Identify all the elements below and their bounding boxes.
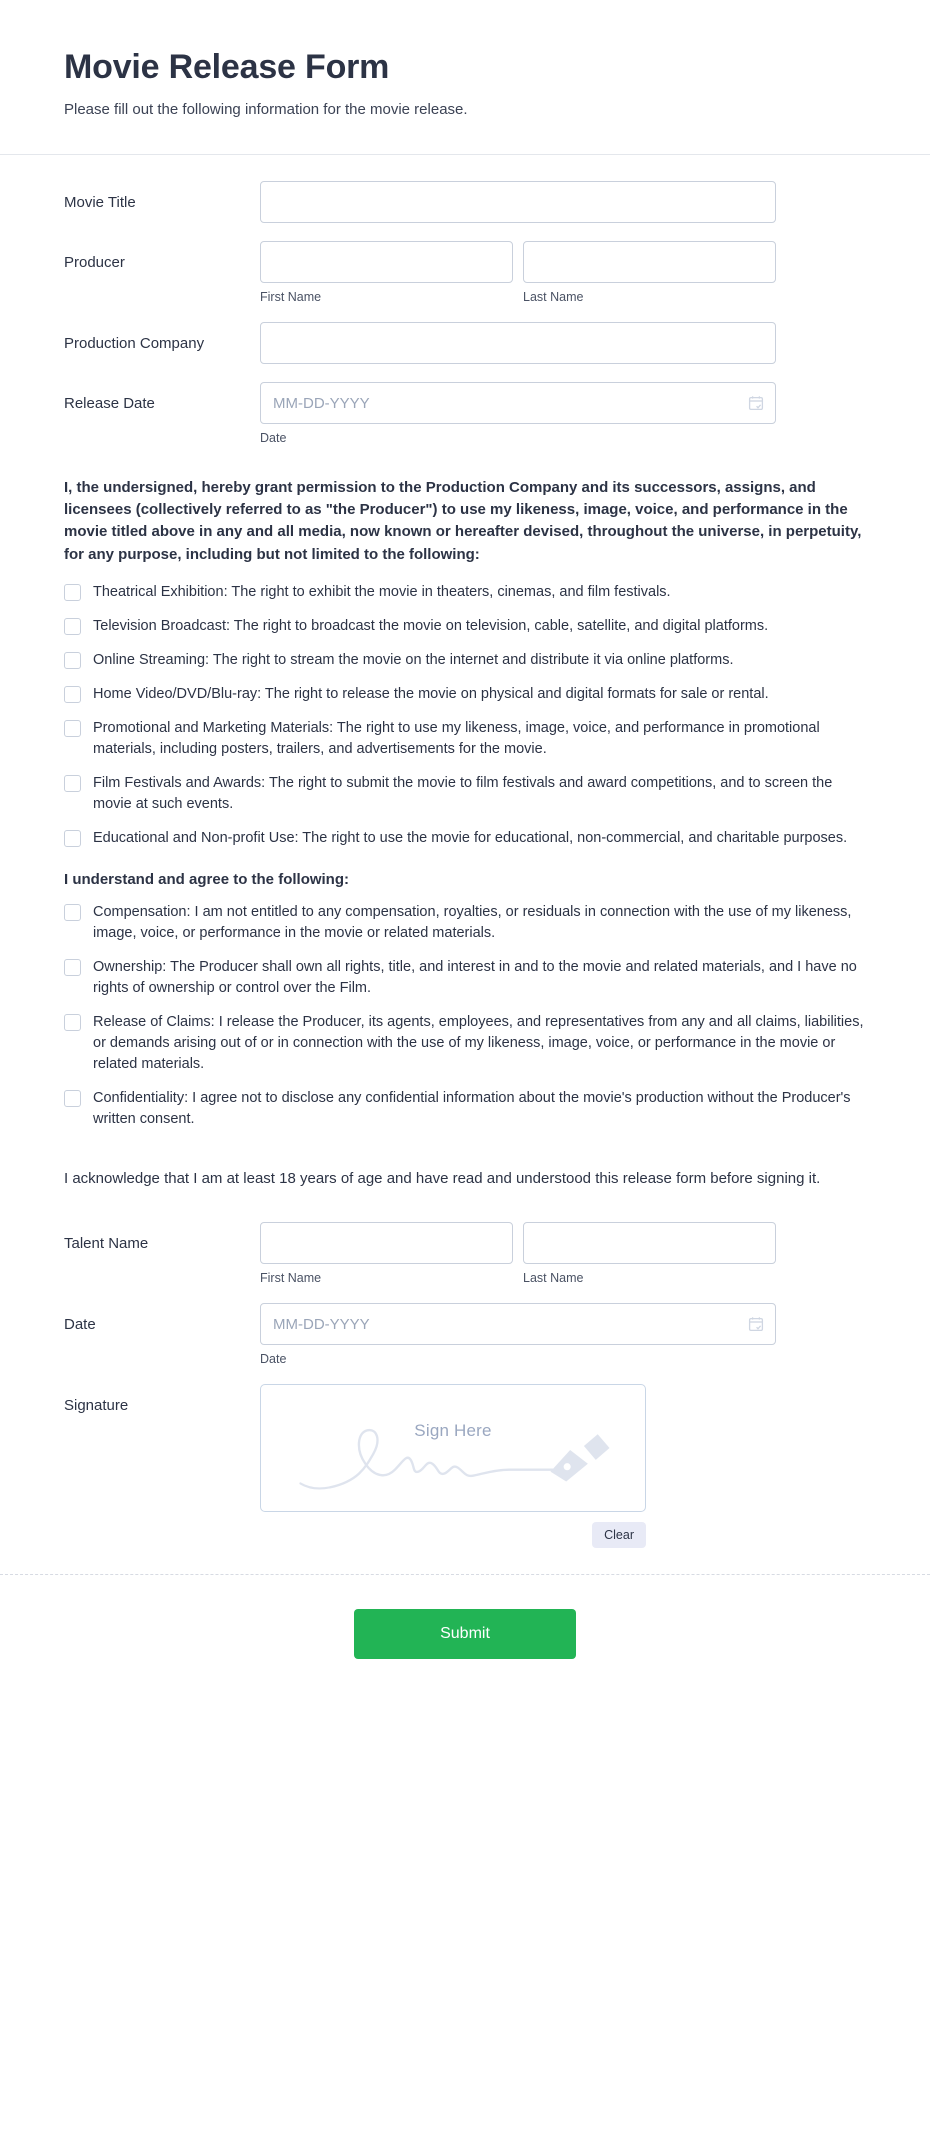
signature-date-label: Date	[64, 1316, 96, 1334]
field-row-production-company	[64, 322, 866, 364]
checkbox-educational-nonprofit[interactable]	[64, 830, 81, 847]
primary-fields-section	[0, 155, 930, 445]
field-row-signature-date	[64, 1303, 866, 1366]
list-item	[64, 582, 866, 603]
list-item-label: Online Streaming: The right to stream the movie on the internet and distribute it via online platforms.	[93, 651, 734, 668]
form-footer	[0, 1575, 930, 1703]
talent-first-name-sublabel: First Name	[260, 1271, 322, 1286]
signature-date-input[interactable]	[260, 1303, 776, 1345]
production-company-input[interactable]	[260, 322, 776, 364]
list-item	[64, 718, 866, 760]
checkbox-online-streaming[interactable]	[64, 652, 81, 669]
list-item-label: Confidentiality: I agree not to disclose any confidential information about the movie's production without the Producer's written consent.	[93, 1090, 851, 1128]
list-item	[64, 616, 866, 637]
checkbox-home-video[interactable]	[64, 686, 81, 703]
checkbox-compensation[interactable]	[64, 904, 81, 921]
producer-last-name-sublabel: Last Name	[523, 290, 584, 304]
agreements-checkbox-list	[64, 902, 866, 1130]
signature-placeholder-icon	[261, 1385, 645, 1511]
list-item-label: Educational and Non-profit Use: The right to use the movie for educational, non-commercial, and charitable purposes.	[93, 829, 848, 846]
list-item-label: Promotional and Marketing Materials: The right to use my likeness, image, voice, and performance in promotional materials, including posters, trailers, and advertisements for the movie.	[93, 719, 820, 757]
field-row-release-date	[64, 382, 866, 445]
list-item-label: Theatrical Exhibition: The right to exhibit the movie in theaters, cinemas, and film festivals.	[93, 583, 671, 600]
list-item	[64, 1088, 866, 1130]
talent-last-name-group	[523, 1222, 776, 1285]
form-header	[0, 0, 930, 154]
checkbox-promotional-marketing[interactable]	[64, 720, 81, 737]
producer-last-name-group	[523, 241, 776, 304]
acknowledgement-paragraph: I acknowledge that I am at least 18 years of age and have read and understood this release form before signing it.	[64, 1170, 821, 1188]
checkbox-ownership[interactable]	[64, 959, 81, 976]
field-row-signature	[64, 1384, 866, 1548]
rights-checkbox-list	[64, 582, 866, 849]
producer-last-name-input[interactable]	[523, 241, 776, 283]
signature-label: Signature	[64, 1397, 129, 1415]
checkbox-film-festivals-awards[interactable]	[64, 775, 81, 792]
list-item	[64, 650, 866, 671]
checkbox-television-broadcast[interactable]	[64, 618, 81, 635]
field-row-movie-title	[64, 181, 866, 223]
producer-first-name-input[interactable]	[260, 241, 513, 283]
legal-section	[0, 463, 930, 1192]
movie-title-label: Movie Title	[64, 194, 136, 211]
signature-date-wrapper	[260, 1303, 776, 1345]
release-date-wrapper	[260, 382, 776, 424]
signer-fields-section	[0, 1192, 930, 1548]
release-date-input[interactable]	[260, 382, 776, 424]
list-item-label: Film Festivals and Awards: The right to submit the movie to film festivals and award competitions, and to screen the movie at such events.	[93, 774, 833, 812]
signature-placeholder-text: Sign Here	[414, 1421, 492, 1441]
field-row-talent-name	[64, 1222, 866, 1285]
list-item-label: Home Video/DVD/Blu-ray: The right to release the movie on physical and digital formats for sale or rental.	[93, 685, 769, 702]
talent-name-label: Talent Name	[64, 1235, 149, 1253]
talent-last-name-sublabel: Last Name	[523, 1271, 584, 1286]
submit-button[interactable]: Submit	[354, 1609, 576, 1659]
list-item-label: Ownership: The Producer shall own all rights, title, and interest in and to the movie and related materials, and I have no rights of ownership or control over the Film.	[93, 958, 857, 996]
list-item	[64, 1012, 866, 1075]
checkbox-theatrical-exhibition[interactable]	[64, 584, 81, 601]
list-item-label: Compensation: I am not entitled to any compensation, royalties, or residuals in connection with the use of my likeness, image, voice, or performance in the movie or related materials.	[93, 903, 852, 941]
checkbox-confidentiality[interactable]	[64, 1090, 81, 1107]
signature-clear-row	[260, 1522, 646, 1548]
list-item-label: Release of Claims: I release the Producer, its agents, employees, and representatives from any and all claims, liabilities, or demands arising out of or in connection with the use of my likeness, image, voice, or performance in the movie or related materials.	[93, 1013, 864, 1072]
page-subtitle: Please fill out the following information for the movie release.	[64, 101, 468, 118]
list-item	[64, 773, 866, 815]
field-row-producer	[64, 241, 866, 304]
list-item	[64, 828, 866, 849]
release-date-sublabel: Date	[260, 431, 287, 445]
talent-first-name-group	[260, 1222, 513, 1285]
talent-name-group	[260, 1222, 776, 1285]
release-date-label: Release Date	[64, 395, 155, 412]
signature-date-sublabel: Date	[260, 1352, 287, 1367]
agreements-heading: I understand and agree to the following:	[64, 870, 350, 888]
grant-paragraph: I, the undersigned, hereby grant permission to the Production Company and its successors, assigns, and licensees (collectively referred to as "the Producer") to use my likeness, image, voice, and performance in the movie titled above in any and all media, now known or hereafter devised, throughout the universe, in perpetuity, for any purpose, including but not limited to the following:	[64, 479, 862, 563]
list-item	[64, 957, 866, 999]
page-title: Movie Release Form	[64, 48, 390, 86]
clear-signature-button[interactable]: Clear	[592, 1522, 646, 1548]
talent-last-name-input[interactable]	[523, 1222, 776, 1264]
list-item	[64, 902, 866, 944]
production-company-label: Production Company	[64, 335, 205, 352]
producer-first-name-sublabel: First Name	[260, 290, 322, 304]
signature-pad[interactable]	[260, 1384, 646, 1512]
movie-title-input[interactable]	[260, 181, 776, 223]
list-item-label: Television Broadcast: The right to broadcast the movie on television, cable, satellite, and digital platforms.	[93, 617, 769, 634]
producer-first-name-group	[260, 241, 513, 304]
list-item	[64, 684, 866, 705]
checkbox-release-of-claims[interactable]	[64, 1014, 81, 1031]
talent-first-name-input[interactable]	[260, 1222, 513, 1264]
producer-name-group	[260, 241, 776, 304]
producer-label: Producer	[64, 254, 125, 271]
